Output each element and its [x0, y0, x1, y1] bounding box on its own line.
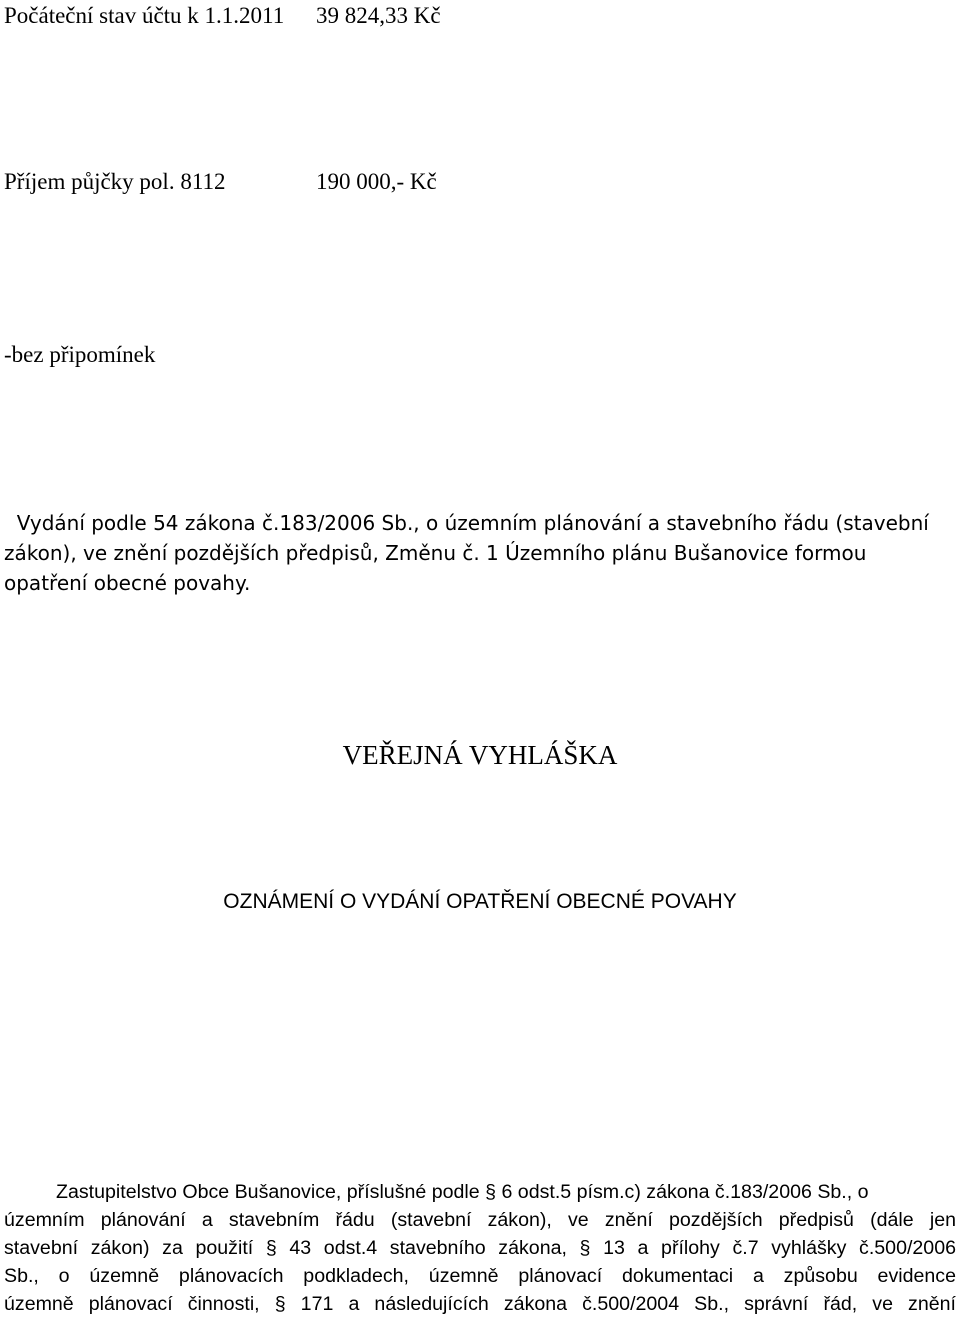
- loan-label: Příjem půjčky pol. 8112: [4, 169, 226, 194]
- balance-value: 39 824,33 Kč: [316, 3, 441, 28]
- body-line-5: územně plánovací činnosti, § 171 a následujících zákona č.500/2004 Sb., správní řád, ve znění: [4, 1293, 956, 1315]
- issue-paragraph: [4, 508, 956, 598]
- issue-line-1: Vydání podle 54 zákona č.183/2006 Sb., o územním plánování a stavebního řádu (stavební: [4, 511, 929, 535]
- body-line-4: Sb., o územně plánovacích podkladech, územně plánovací dokumentaci a způsobu evidence: [4, 1265, 956, 1287]
- page-subtitle: OZNÁMENÍ O VYDÁNÍ OPATŘENÍ OBECNÉ POVAHY: [223, 890, 737, 913]
- loan-row: [4, 168, 225, 195]
- body-line-3: stavební zákon) za použití § 43 odst.4 stavebního zákona, § 13 a přílohy č.7 vyhlášky č.500/2006: [4, 1237, 956, 1259]
- balance-row: [4, 2, 284, 29]
- body-paragraph: [4, 1179, 956, 1319]
- issue-line-2: zákon), ve znění pozdějších předpisů, Změnu č. 1 Územního plánu Bušanovice formou: [4, 541, 867, 565]
- note-text: -bez připomínek: [4, 342, 156, 367]
- loan-value: 190 000,- Kč: [316, 169, 437, 194]
- balance-label: Počáteční stav účtu k 1.1.2011: [4, 3, 285, 28]
- issue-line-3: opatření obecné povahy.: [4, 571, 251, 595]
- body-line-2: územním plánování a stavebním řádu (stavební zákon), ve znění pozdějších předpisů (dále jen: [4, 1209, 956, 1231]
- page-title: VEŘEJNÁ VYHLÁŠKA: [342, 740, 618, 770]
- body-line-1: Zastupitelstvo Obce Bušanovice, příslušné podle § 6 odst.5 písm.c) zákona č.183/2006 Sb., o: [56, 1181, 869, 1203]
